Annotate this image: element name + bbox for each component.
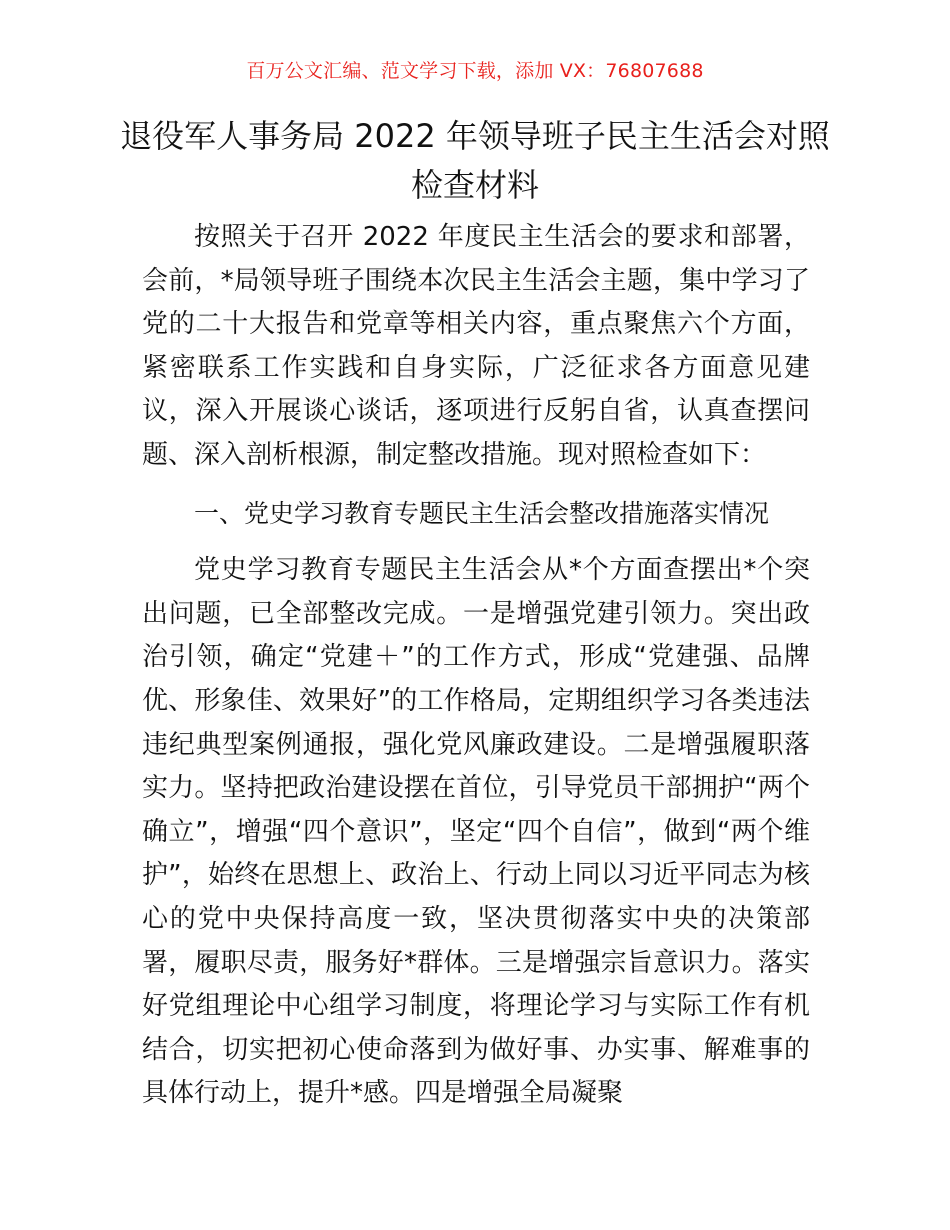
section-heading-1: 一、党史学习教育专题民主生活会整改措施落实情况 — [194, 498, 770, 528]
intro-paragraph: 按照关于召开 2022 年度民主生活会的要求和部署，会前，*局领导班子围绕本次民主生活会主题，集中学习了党的二十大报告和党章等相关内容，重点聚焦六个方面，紧密联系工作实践和自身实际，广泛征求各方面意见建议，深入开展谈心谈话，逐项进行反躬自省，认真查摆问题、深入剖析根源，制定整改措施。现对照检查如下： — [142, 222, 810, 470]
section-1-paragraph: 党史学习教育专题民主生活会从*个方面查摆出*个突出问题，已全部整改完成。一是增强党建引领力。突出政治引领，确定“党建＋”的工作方式，形成“党建强、品牌优、形象佳、效果好”的工作格局，定期组织学习各类违法违纪典型案例通报，强化党风廉政建设。二是增强履职落实力。坚持把政治建设摆在首位，引导党员干部拥护“两个确立”，增强“四个意识”，坚定“四个自信”，做到“两个维护”，始终在思想上、政治上、行动上同以习近平同志为核心的党中央保持高度一致，坚决贯彻落实中央的决策部署，履职尽责，服务好*群体。三是增强宗旨意识力。落实好党组理论中心组学习制度，将理论学习与实际工作有机结合，切实把初心使命落到为做好事、办实事、解难事的具体行动上，提升*感。四是增强全局凝聚 — [142, 555, 810, 1109]
document-body — [142, 216, 810, 1116]
document-title: 退役军人事务局 2022 年领导班子民主生活会对照检查材料 — [120, 117, 830, 204]
promo-header-note: 百万公文汇编、范文学习下载，添加 VX：76807688 — [246, 60, 704, 82]
